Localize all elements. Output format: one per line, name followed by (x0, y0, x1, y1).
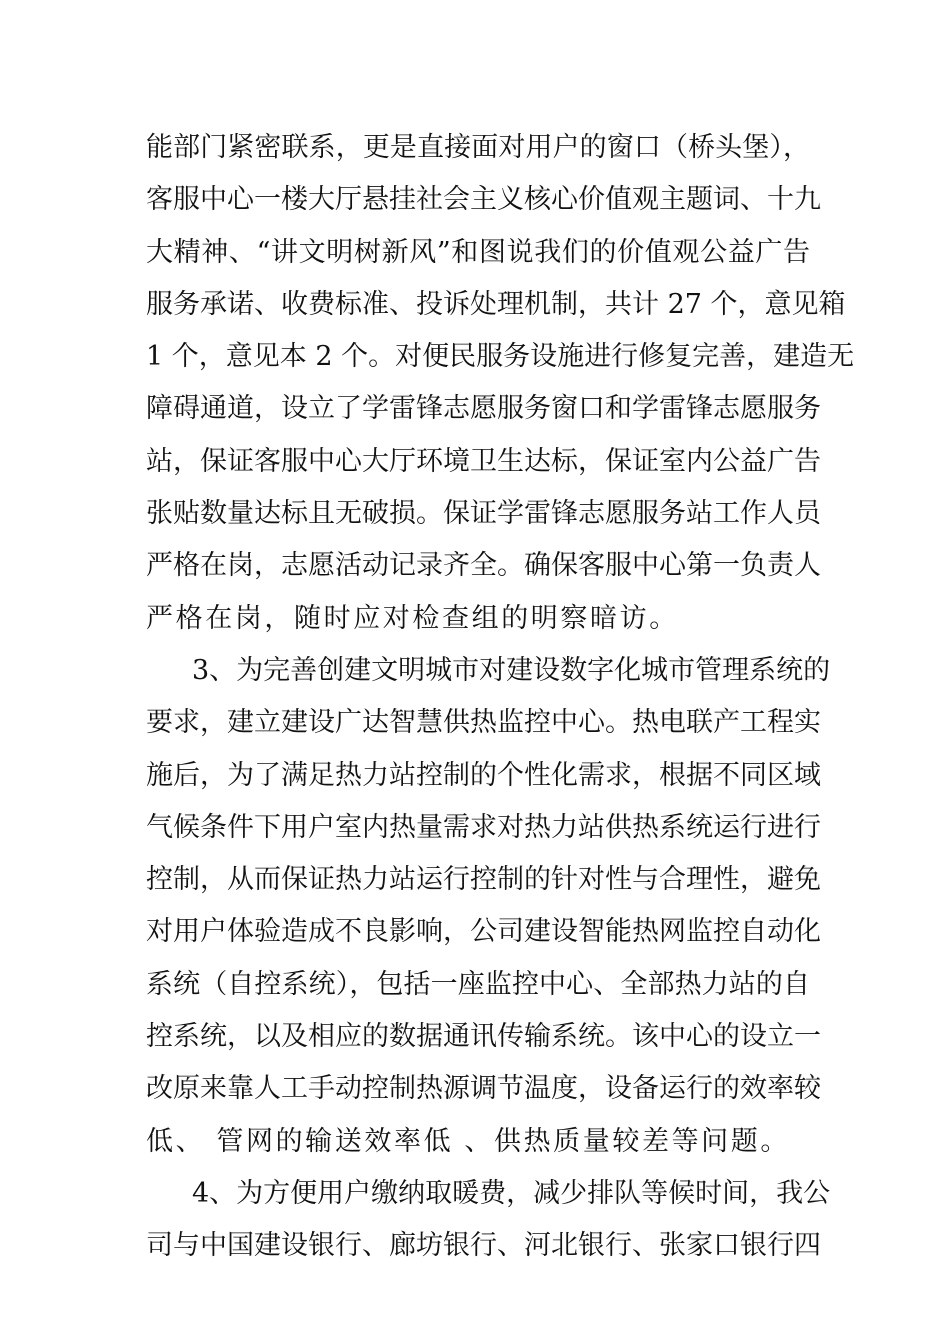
text-line: 控系统，以及相应的数据通讯传输系统。该中心的设立一 (146, 1021, 821, 1053)
text-line: 气候条件下用户室内热量需求对热力站供热系统运行进行 (146, 811, 821, 843)
paragraph-3-first-line: 3、为完善创建文明城市对建设数字化城市管理系统的 (192, 654, 831, 686)
text-line: 系统（自控系统），包括一座监控中心、全部热力站的自 (146, 968, 810, 1000)
body-text (146, 122, 855, 1273)
text-line: 服务承诺、收费标准、投诉处理机制，共计 27 个，意见箱 (146, 288, 846, 320)
text-line: 对用户体验造成不良影响，公司建设智能热网监控自动化 (146, 916, 821, 948)
text-line: 大精神、“讲文明树新风”和图说我们的价值观公益广告 (146, 236, 810, 268)
paragraph-4-first-line: 4、为方便用户缴纳取暖费，减少排队等候时间，我公 (192, 1177, 831, 1209)
text-line: 张贴数量达标且无破损。保证学雷锋志愿服务站工作人员 (146, 498, 821, 530)
text-line: 施后，为了满足热力站控制的个性化需求，根据不同区域 (146, 759, 821, 791)
text-line: 1 个，意见本 2 个。对便民服务设施进行修复完善，建造无 (146, 341, 855, 373)
text-line: 站，保证客服中心大厅环境卫生达标，保证室内公益广告 (146, 445, 821, 477)
text-line-paragraph-end: 严格在岗，随时应对检查组的明察暗访。 (146, 602, 679, 634)
text-line: 客服中心一楼大厅悬挂社会主义核心价值观主题词、十九 (146, 184, 821, 216)
text-line: 障碍通道，设立了学雷锋志愿服务窗口和学雷锋志愿服务 (146, 393, 821, 425)
text-line: 能部门紧密联系，更是直接面对用户的窗口（桥头堡）， (146, 132, 810, 163)
text-line: 要求，建立建设广达智慧供热监控中心。热电联产工程实 (146, 707, 821, 739)
text-line: 改原来靠人工手动控制热源调节温度，设备运行的效率较 (146, 1073, 821, 1105)
text-line: 控制，从而保证热力站运行控制的针对性与合理性，避免 (146, 864, 821, 896)
text-line: 严格在岗，志愿活动记录齐全。确保客服中心第一负责人 (146, 550, 821, 582)
text-line: 司与中国建设银行、廊坊银行、河北银行、张家口银行四 (146, 1230, 821, 1262)
text-line-paragraph-end: 低、 管网的输送效率低 、供热质量较差等问题。 (146, 1125, 790, 1157)
